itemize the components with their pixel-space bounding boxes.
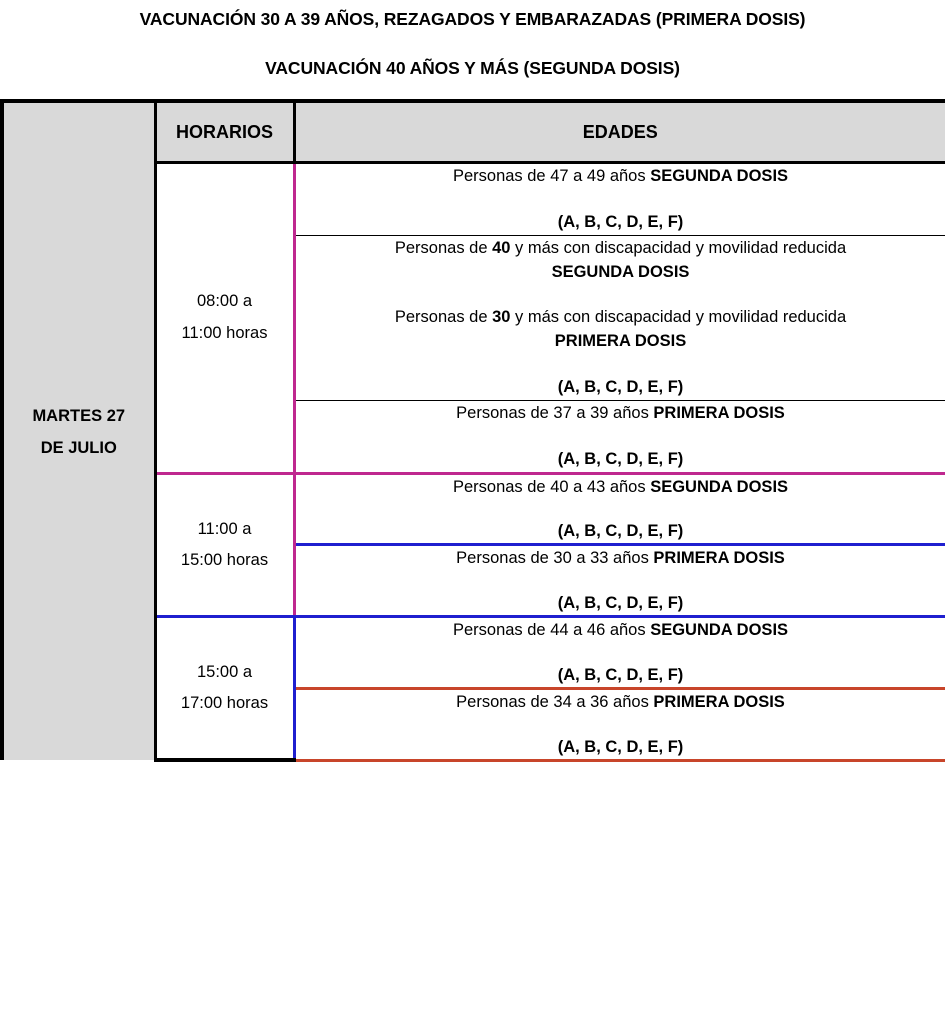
- ages-bold-1-3: PRIMERA DOSIS: [653, 403, 785, 422]
- document-titles: [0, 0, 945, 79]
- header-horarios: HORARIOS: [155, 101, 294, 163]
- day-label: [4, 400, 154, 464]
- ages-cell-3-2: [294, 689, 945, 761]
- time-line1-block-1: 08:00 a: [196, 292, 253, 311]
- ages-text-1-3: [296, 401, 945, 425]
- vaccination-schedule-table: [0, 99, 945, 762]
- paragraph-gap-1-2: [296, 285, 945, 305]
- ages-prefix-1-2-b: Personas de: [394, 307, 493, 326]
- header-edades: EDADES: [294, 101, 945, 163]
- ages-text-2-1: [296, 475, 945, 499]
- time-line2-block-1: 11:00 horas: [181, 323, 268, 342]
- time-line1-block-3: 15:00 a: [196, 663, 253, 681]
- ages-text-1-2-a: [296, 236, 945, 260]
- ages-prefix-3-2: Personas de 34 a 36 años: [456, 693, 654, 712]
- ages-bold-2-2: PRIMERA DOSIS: [653, 549, 785, 568]
- ages-dose-bold-1-2-a: SEGUNDA DOSIS: [551, 263, 690, 282]
- ages-dose-1-2-b: [296, 329, 945, 353]
- codes-1-2: (A, B, C, D, E, F): [557, 378, 684, 397]
- ages-bold-num-1-2-a: 40: [492, 238, 511, 257]
- ages-prefix-1-2-a: Personas de: [394, 238, 493, 257]
- time-cell-block-1: [155, 163, 294, 474]
- ages-prefix-3-1: Personas de 44 a 46 años: [452, 621, 651, 640]
- ages-prefix-2-1: Personas de 40 a 43 años: [452, 477, 651, 496]
- ages-text-3-1: [296, 618, 945, 642]
- day-label-line1: MARTES 27: [32, 406, 126, 425]
- ages-text-3-2: [296, 690, 945, 714]
- day-label-line2: DE JULIO: [40, 438, 117, 457]
- ages-middle-1-2-a: y más con discapacidad y movilidad reducida: [510, 238, 847, 257]
- title-line-1: VACUNACIÓN 30 A 39 AÑOS, REZAGADOS Y EMBARAZADAS (PRIMERA DOSIS): [139, 9, 806, 29]
- time-cell-block-2: [155, 473, 294, 617]
- ages-bold-3-2: PRIMERA DOSIS: [653, 693, 785, 712]
- schedule-table-wrapper: [0, 99, 945, 762]
- ages-cell-3-1: [294, 617, 945, 689]
- time-line2-block-2: 15:00 horas: [180, 550, 269, 569]
- codes-2-1: (A, B, C, D, E, F): [557, 522, 684, 541]
- ages-bold-3-1: SEGUNDA DOSIS: [650, 621, 789, 640]
- time-cell-block-3: [155, 617, 294, 761]
- ages-text-1-2-b: [296, 305, 945, 329]
- codes-3-1: (A, B, C, D, E, F): [557, 665, 684, 684]
- codes-1-1: (A, B, C, D, E, F): [557, 213, 684, 232]
- codes-2-2: (A, B, C, D, E, F): [557, 593, 684, 612]
- ages-cell-2-2: [294, 545, 945, 617]
- ages-prefix-2-2: Personas de 30 a 33 años: [456, 549, 654, 568]
- table-header-row: [2, 101, 945, 163]
- codes-1-3: (A, B, C, D, E, F): [557, 450, 684, 469]
- ages-cell-1-2: [294, 235, 945, 400]
- title-line-2: VACUNACIÓN 40 AÑOS Y MÁS (SEGUNDA DOSIS): [265, 58, 680, 78]
- ages-bold-2-1: SEGUNDA DOSIS: [650, 477, 789, 496]
- ages-cell-1-1: [294, 163, 945, 236]
- ages-text-2-2: [296, 546, 945, 570]
- ages-bold-num-1-2-b: 30: [492, 307, 511, 326]
- ages-dose-bold-1-2-b: PRIMERA DOSIS: [554, 332, 687, 351]
- ages-middle-1-2-b: y más con discapacidad y movilidad reducida: [510, 307, 847, 326]
- ages-prefix-1-3: Personas de 37 a 39 años: [456, 403, 654, 422]
- time-line1-block-2: 11:00 a: [197, 519, 252, 538]
- ages-dose-1-2-a: [296, 260, 945, 284]
- ages-prefix-1-1: Personas de 47 a 49 años: [452, 167, 651, 185]
- time-line2-block-3: 17:00 horas: [180, 694, 269, 713]
- ages-cell-2-1: [294, 473, 945, 545]
- ages-bold-1-1: SEGUNDA DOSIS: [650, 167, 789, 185]
- day-column-cell: [2, 101, 155, 760]
- codes-3-2: (A, B, C, D, E, F): [557, 737, 684, 756]
- ages-cell-1-3: [294, 400, 945, 473]
- ages-text-1-1: [296, 164, 945, 188]
